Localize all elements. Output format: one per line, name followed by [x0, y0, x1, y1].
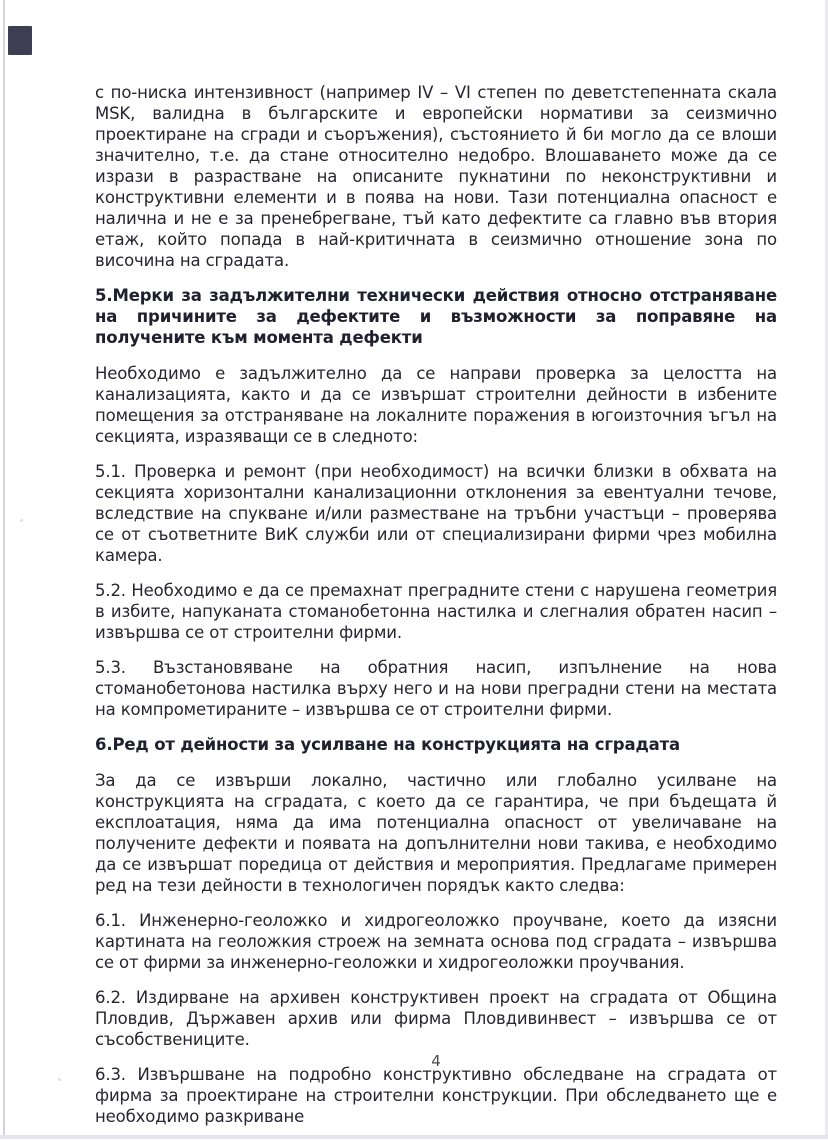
scan-artifact-mark [8, 26, 32, 55]
item-6-1-paragraph: 6.1. Инженерно-геоложко и хидрогеоложко проучване, което да изясни картината на геоложкия строеж на земната основа под сградата – извършва се от фирми за инженерно-геоложки и хидрогеоложки проучвания. [95, 911, 777, 972]
scan-speck [58, 1078, 61, 1081]
item-6-2-paragraph: 6.2. Издирване на архивен конструктивен проект на сградата от Община Пловдив, Държавен архив или фирма Пловдивинвест – извършва се от съсобствениците. [95, 988, 777, 1049]
page-left-edge-line [3, 0, 5, 1139]
section-5-heading: 5.Мерки за задължителни технически действия относно отстраняване на причините за дефектите и възможности за поправяне на получените към момента дефекти [95, 286, 777, 347]
paragraph-seismic-intensity: с по-ниска интензивност (например IV – VI степен по деветстепенната скала MSK, валидна в българските и европейски нормативи за сеизмично проектиране на сгради и съоръжения), състоянието й би могло да се влоши значително, т.е. да стане относително недобро. Влошаването може да се изрази в разрастване на описаните пукнатини по неконструктивни и конструктивни елементи и в поява на нови. Тази потенциална опасност е налична и не е за пренебрегване, тъй като дефектите са главно във втория етаж, който попада в най-критичната в сеизмично отношение зона по височина на сградата. [95, 83, 777, 270]
item-5-1-paragraph: 5.1. Проверка и ремонт (при необходимост) на всички близки в обхвата на секцията хоризонтални канализационни отклонения за евентуални течове, вследствие на спукване и/или разместване на тръбни участъци – проверява се от съответните ВиК служби или от специализирани фирми чрез мобилна камера. [95, 462, 777, 565]
item-5-3-paragraph: 5.3. Възстановяване на обратния насип, изпълнение на нова стоманобетонова настилка върху него и на нови преградни стени на местата на компрометираните – извършва се от строителни фирми. [95, 658, 777, 719]
document-body-text [95, 82, 777, 1141]
item-6-3-paragraph: 6.3. Извършване на подробно конструктивно обследване на сградата от фирма за проектиране на строителни конструкции. При обследването ще е необходимо разкриване [95, 1065, 777, 1126]
page-number: 4 [431, 1052, 441, 1070]
item-5-2-paragraph: 5.2. Необходимо е да се премахнат преградните стени с нарушена геометрия в избите, напуканата стоманобетонна настилка и слегналия обратен насип – извършва се от строителни фирми. [95, 581, 777, 642]
section-5-intro-paragraph: Необходимо е задължително да се направи проверка за целостта на канализацията, както и да се извършат строителни дейности в избените помещения за отстраняване на локалните поражения в югоизточния ъгъл на секцията, изразяващи се в следното: [95, 364, 777, 446]
section-6-heading: 6.Ред от дейности за усилване на конструкцията на сградата [95, 735, 681, 754]
section-6-intro-paragraph: За да се извърши локално, частично или глобално усилване на конструкцията на сградата, с което да се гарантира, че при бъдещата й експлоатация, няма да има потенциална опасност от увеличаване на получените дефекти и появата на допълнителни нови такива, е необходимо да се извършат поредица от действия и мероприятия. Предлагаме примерен ред на тези дейности в технологичен порядък както следва: [95, 771, 777, 895]
scan-speck [20, 519, 23, 522]
